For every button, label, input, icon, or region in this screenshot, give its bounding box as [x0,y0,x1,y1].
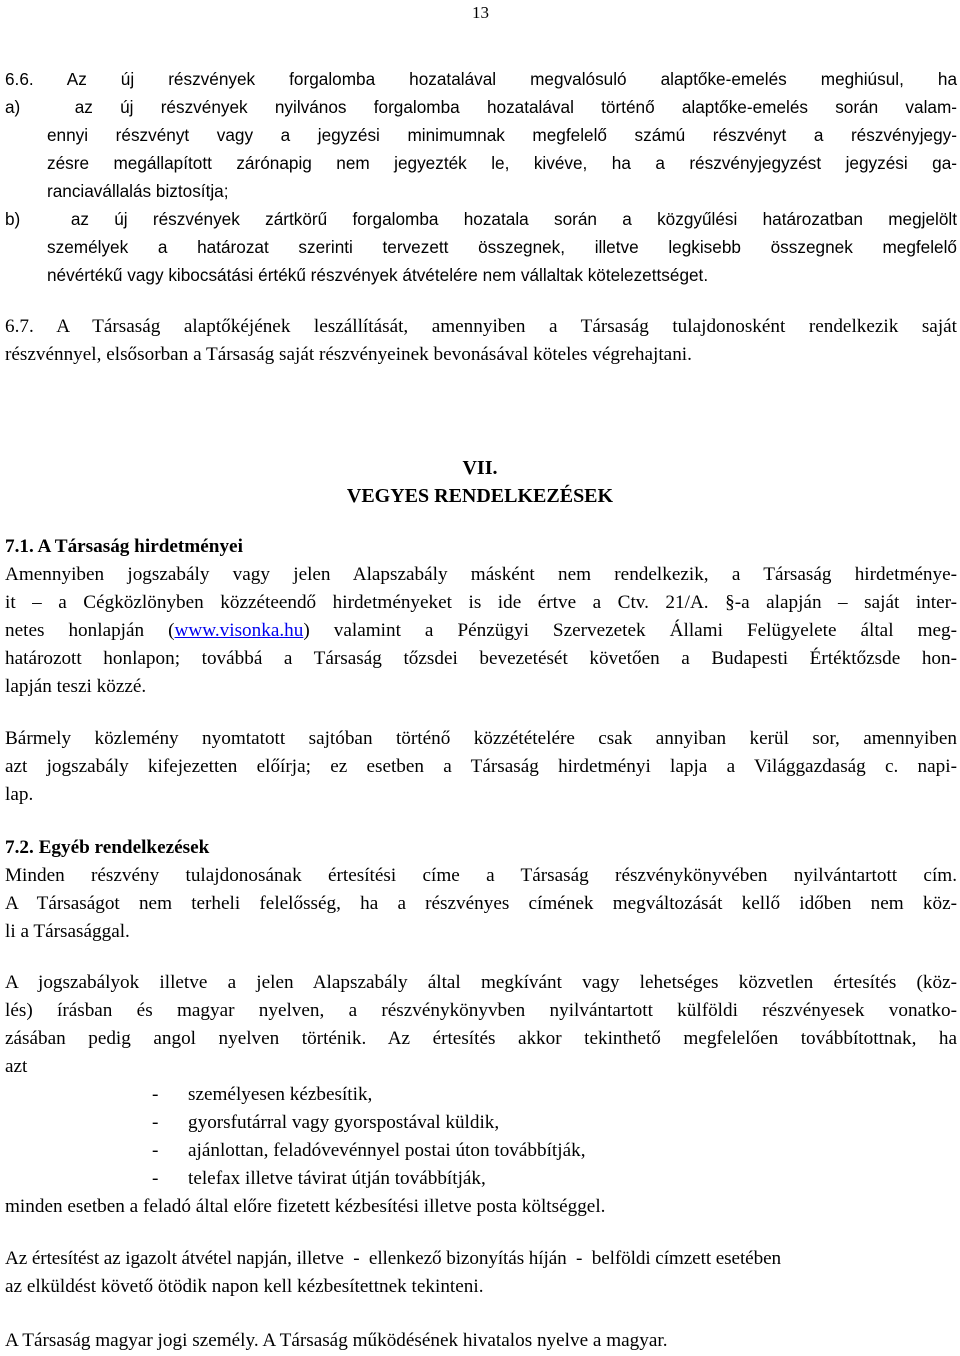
page-number: 13 [472,3,489,22]
text-line: ennyi részvényt vagy a jegyzési minimumnak megfelelő számú részvényt a részvényjegy- [47,125,957,145]
section-7-2 [5,834,957,946]
text-line: lapján teszi közzé. [5,676,147,697]
text-line: azt jogszabály kifejezetten előírja; ez esetben a Társaság hirdetményi lapja a Világgazdaság c. napi- [5,756,957,777]
text-line: lés) írásban és magyar nyelven, a részvénykönyvben nyilvántartott külföldi részvényesek vonatko- [5,1000,957,1021]
website-link[interactable]: www.visonka.hu [174,620,304,641]
text-line: ranciavállalás biztosítja; [47,181,229,201]
section-7-1 [5,533,957,701]
list-item-text: ajánlottan, feladóvevénnyel postai úton továbbítják, [188,1140,586,1161]
text-line-with-link [5,617,957,645]
text-line: it – a Cégközlönyben közzéteendő hirdetményeket is ide értve a Ctv. 21/A. §-a alapján – saját inter- [5,592,957,613]
text-line: 6.7. A Társaság alaptőkéjének leszállítását, amennyiben a Társaság tulajdonosként rendelkezik saját [5,316,957,337]
text-line: az elküldést követő ötödik napon kell kézbesítettnek tekinteni. [5,1276,484,1297]
section-heading: 7.2. Egyéb rendelkezések [5,837,210,858]
section-7-2-paragraph-2-end [5,1193,957,1221]
text-line: A Társaság magyar jogi személy. A Társaság működésének hivatalos nyelve a magyar. [5,1330,668,1351]
text-line: határozott honlapon; továbbá a Társaság tőzsdei bevezetését követően a Budapesti Értéktőzsde hon- [5,648,957,669]
list-item [152,1165,586,1193]
dash-bullet: - [152,1112,159,1133]
text-line: azt [5,1056,28,1077]
text-line: Minden részvény tulajdonosának értesítési címe a Társaság részvénykönyvében nyilvántartott cím. [5,865,957,886]
text-line: li a Társasággal. [5,921,130,942]
delivery-methods-list [152,1081,586,1193]
dash-bullet: - [152,1084,159,1105]
text-line: zésre megállapított zárónapig nem jegyezték le, kivéve, ha a részvényjegyzést jegyzési ga- [47,153,957,173]
text-line: Az értesítést az igazolt átvétel napján, illetve - ellenkező bizonyítás híján - belföldi címzett esetében [5,1248,782,1269]
list-item-text: telefax illetve távirat útján továbbítják, [188,1168,486,1189]
text-line: Bármely közlemény nyomtatott sajtóban történő közzétételére csak annyiban kerül sor, amennyiben [5,728,957,749]
section-6-6 [5,65,957,289]
list-item-text: személyesen kézbesítik, [188,1084,373,1105]
text-fragment: netes honlapján ( [5,620,175,641]
text-line: 6.6. Az új részvények forgalomba hozatalával megvalósuló alaptőke-emelés meghiúsul, ha [5,69,957,89]
chapter-number: VII. [462,457,498,479]
list-item [152,1137,586,1165]
text-line: részvénnyel, elsősorban a Társaság saját részvényeinek bevonásával köteles végrehajtani. [5,344,692,365]
text-line: névértékű vagy kibocsátási értékű részvények átvételére nem vállaltak kötelezettséget. [47,265,709,285]
section-6-7 [5,313,957,369]
text-line: b) az új részvények zártkörű forgalomba hozatala során a közgyűlési határozatban megjelölt [5,209,957,229]
text-line: A Társaságot nem terheli felelősség, ha a részvényes címének megváltozását kellő időben nem köz- [5,893,957,914]
text-line: minden esetben a feladó által előre fizetett kézbesítési illetve posta költséggel. [5,1196,606,1217]
chapter-title: VEGYES RENDELKEZÉSEK [346,485,614,507]
dash-bullet: - [152,1140,159,1161]
list-item [152,1109,586,1137]
text-fragment: ) valamint a Pénzügyi Szervezetek Állami Felügyelete által meg- [303,620,957,641]
dash-bullet: - [152,1168,159,1189]
text-line: A jogszabályok illetve a jelen Alapszabály által megkívánt vagy lehetséges közvetlen értesítés (köz- [5,972,957,993]
section-7-1-paragraph-2 [5,725,957,809]
text-line: személyek a határozat szerinti tervezett összegnek, illetve legkisebb összegnek megfelelő [47,237,957,257]
list-item [152,1081,586,1109]
text-line: lap. [5,784,34,805]
text-line: Amennyiben jogszabály vagy jelen Alapszabály másként nem rendelkezik, a Társaság hirdetménye- [5,564,957,585]
text-line: a) az új részvények nyilvános forgalomba hozatalával történő alaptőke-emelés során valam- [5,97,957,117]
list-item-text: gyorsfutárral vagy gyorspostával küldik, [188,1112,500,1133]
section-7-2-paragraph-4 [5,1327,957,1355]
text-line: zásában pedig angol nyelven történik. Az értesítés akkor tekinthető megfelelően továbbítottnak, ha [5,1028,957,1049]
section-7-2-paragraph-2 [5,969,957,1081]
section-heading: 7.1. A Társaság hirdetményei [5,536,243,557]
section-7-2-paragraph-3 [5,1245,957,1301]
